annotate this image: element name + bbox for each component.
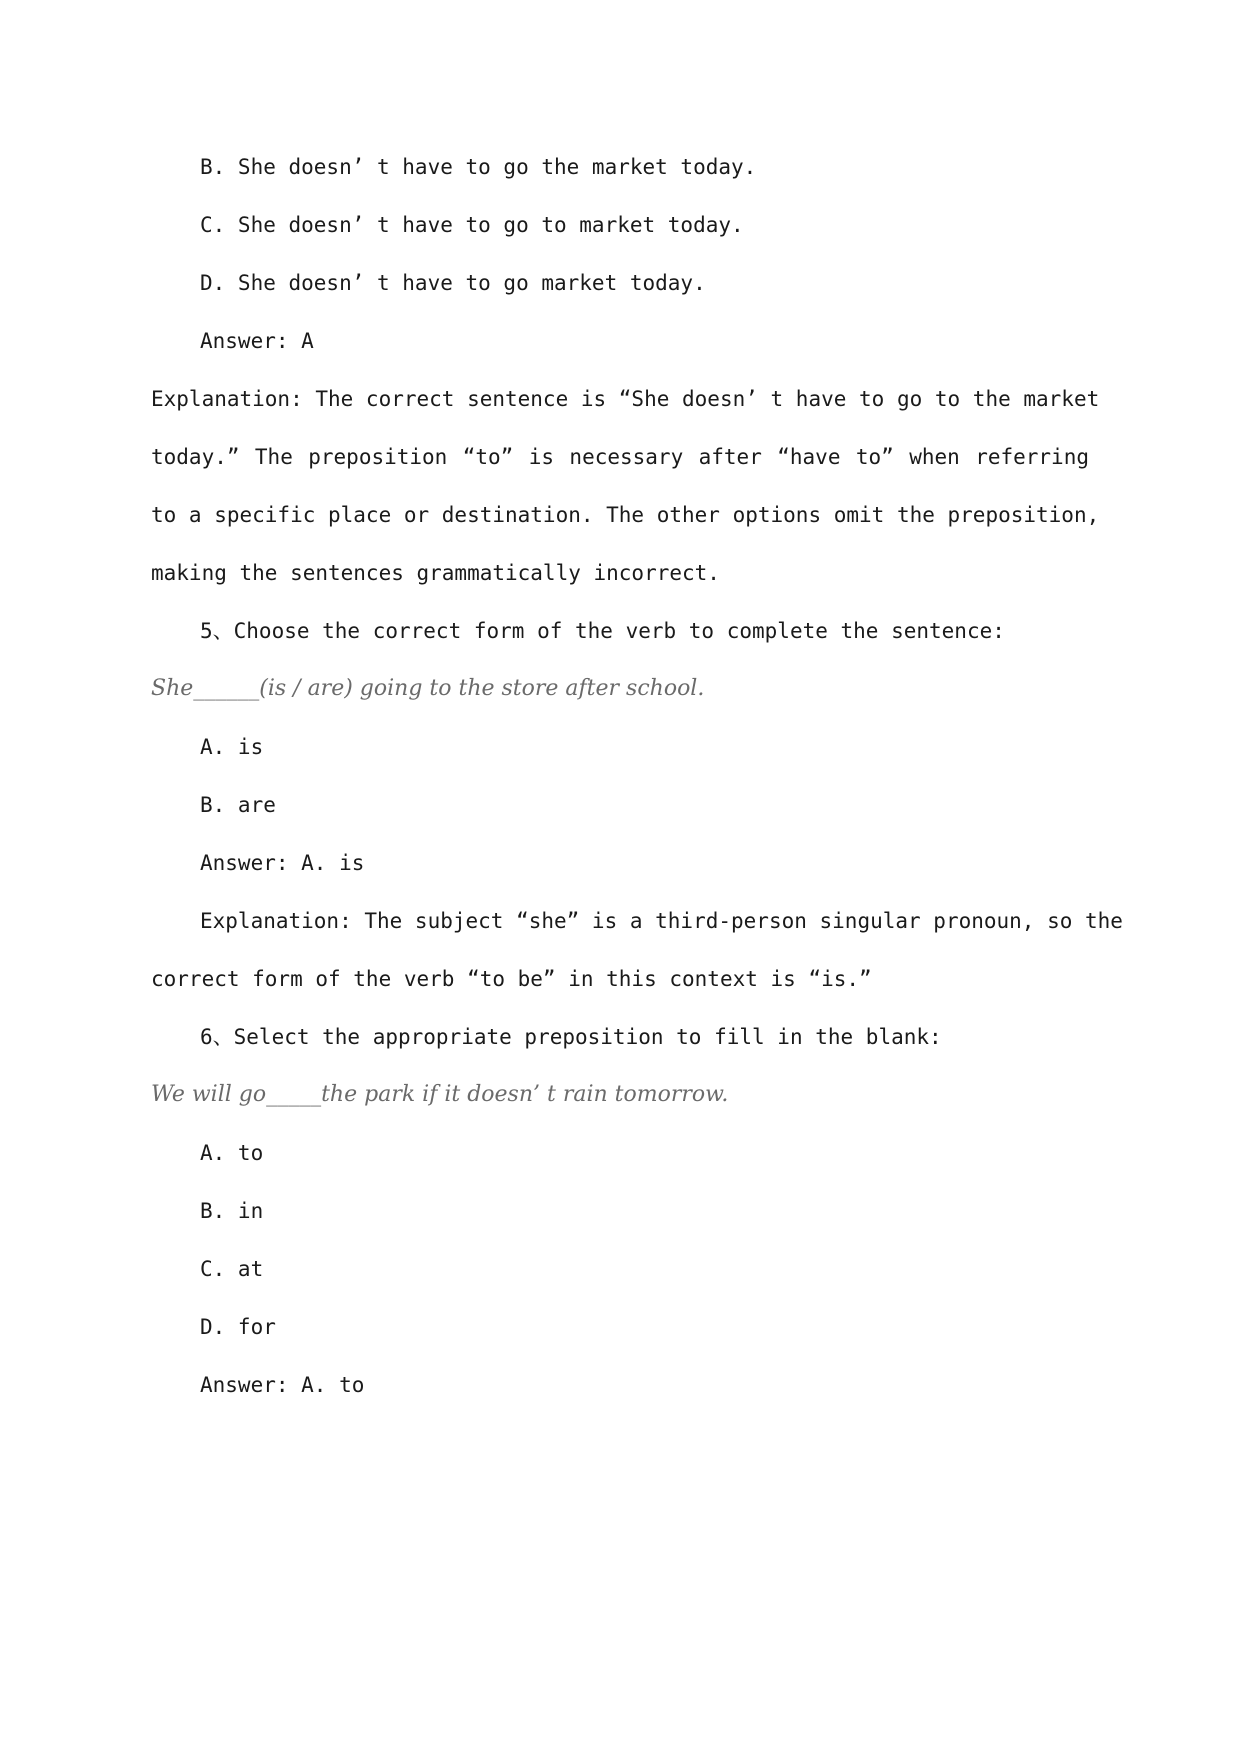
q6-option-b: B. in [200, 1199, 264, 1223]
q5-option-b: B. are [200, 793, 276, 817]
q4-option-b: B. She doesn’ t have to go the market today. [200, 155, 757, 179]
q5-question: 5、Choose the correct form of the verb to complete the sentence: [200, 619, 1005, 643]
q4-option-d: D. She doesn’ t have to go market today. [200, 271, 706, 295]
q5-answer: Answer: A. is [200, 851, 365, 875]
q4-explanation-line: today.” The preposition “to” is necessary after “have to” when referring [151, 445, 1089, 469]
q4-option-c: C. She doesn’ t have to go to market today. [200, 213, 744, 237]
q4-explanation-line: making the sentences grammatically incorrect. [151, 561, 720, 585]
q4-explanation-line: Explanation: The correct sentence is “She doesn’ t have to go to the market [151, 387, 1100, 411]
q6-sentence: We will go_____the park if it doesn’ t rain tomorrow. [151, 1082, 729, 1107]
q4-answer: Answer: A [200, 329, 314, 353]
q5-explanation-line: Explanation: The subject “she” is a third-person singular pronoun, so the [200, 909, 1123, 933]
q6-option-a: A. to [200, 1141, 264, 1165]
q6-option-c: C. at [200, 1257, 264, 1281]
q6-question: 6、Select the appropriate preposition to fill in the blank: [200, 1025, 942, 1049]
q6-option-d: D. for [200, 1315, 276, 1339]
q4-explanation-line: to a specific place or destination. The other options omit the preposition, [151, 503, 1100, 527]
q5-sentence: She______(is / are) going to the store after school. [151, 676, 705, 701]
q5-explanation-line: correct form of the verb “to be” in this context is “is.” [151, 967, 872, 991]
q6-answer: Answer: A. to [200, 1373, 365, 1397]
q5-option-a: A. is [200, 735, 264, 759]
